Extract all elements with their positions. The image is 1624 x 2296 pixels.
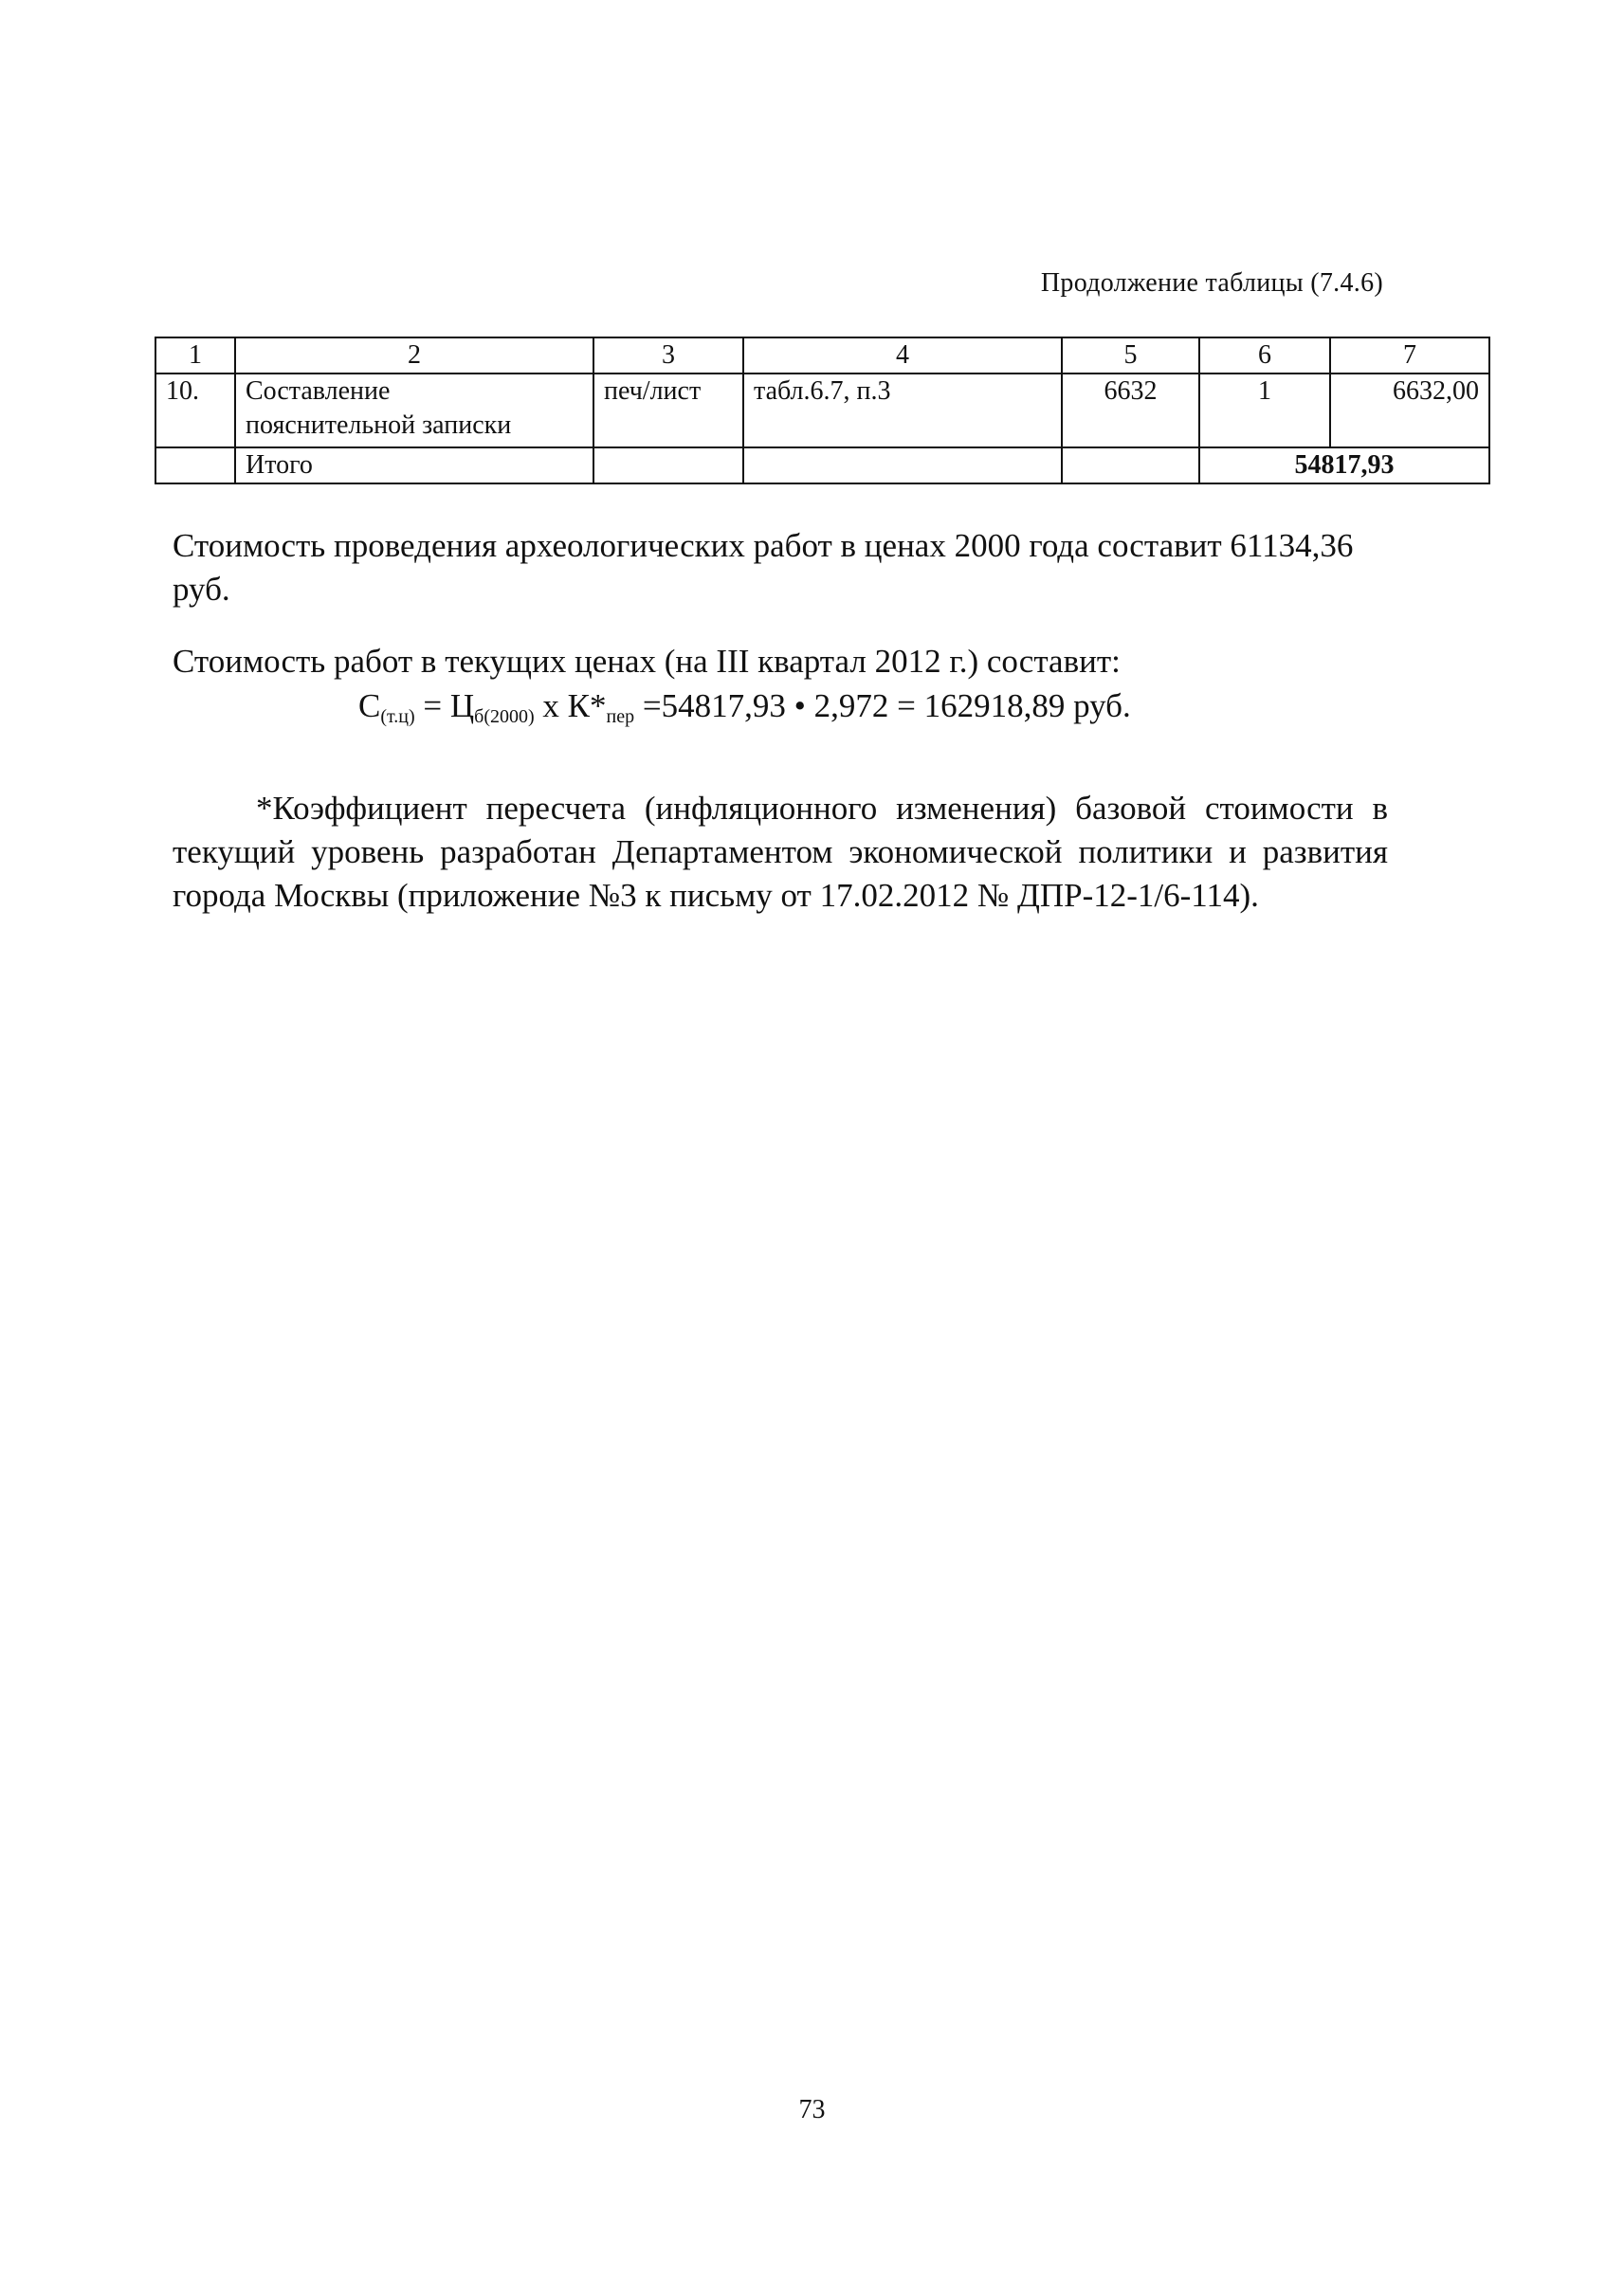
cost-table bbox=[155, 337, 1490, 484]
table-total-row bbox=[155, 447, 1489, 483]
total-label-cell: Итого bbox=[235, 447, 593, 483]
row-number-cell: 10. bbox=[155, 374, 235, 447]
formula-equals: = bbox=[414, 687, 450, 724]
table-header-cell: 4 bbox=[743, 337, 1062, 374]
table-header-cell: 5 bbox=[1062, 337, 1199, 374]
table-header-cell: 1 bbox=[155, 337, 235, 374]
row-reference-cell: табл.6.7, п.3 bbox=[743, 374, 1062, 447]
total-empty-cell bbox=[155, 447, 235, 483]
total-empty-cell bbox=[1062, 447, 1199, 483]
coefficient-footnote: *Коэффициент пересчета (инфляционного изменения) базовой стоимости в текущий уровень разработан Департаментом экономической политики и развития города Москвы (приложение №3 к письму от 17.02.2012 № ДПР-12-1/6-114). bbox=[173, 790, 1388, 914]
formula-c-subscript: (т.ц) bbox=[380, 706, 415, 727]
row-quantity-cell: 1 bbox=[1199, 374, 1330, 447]
table-caption: Продолжение таблицы (7.4.6) bbox=[1040, 268, 1383, 298]
page-number: 73 bbox=[798, 2095, 826, 2124]
formula-times: х bbox=[534, 687, 568, 724]
row-name-line-2: пояснительной записки bbox=[246, 410, 512, 440]
table-header-cell: 2 bbox=[235, 337, 593, 374]
table-header-cell: 3 bbox=[593, 337, 743, 374]
current-cost-paragraph: Стоимость работ в текущих ценах (на III квартал 2012 г.) составит: bbox=[173, 643, 1121, 680]
row-price-cell: 6632 bbox=[1062, 374, 1199, 447]
row-sum-cell: 6632,00 bbox=[1330, 374, 1489, 447]
total-empty-cell bbox=[743, 447, 1062, 483]
formula-coefficient-subscript: пер bbox=[606, 706, 635, 727]
formula-price: Ц bbox=[449, 687, 475, 724]
formula-price-subscript: б(2000) bbox=[474, 706, 535, 727]
row-name-line-1: Составление bbox=[246, 376, 391, 406]
total-value-cell: 54817,93 bbox=[1199, 447, 1489, 483]
total-empty-cell bbox=[593, 447, 743, 483]
row-name-cell bbox=[235, 374, 593, 447]
row-unit-cell: печ/лист bbox=[593, 374, 743, 447]
table-header-row bbox=[155, 337, 1489, 374]
table-row bbox=[155, 374, 1489, 447]
cost-formula bbox=[358, 684, 1131, 738]
formula-c: С bbox=[358, 687, 381, 724]
cost-2000-paragraph: Стоимость проведения археологических работ в ценах 2000 года составит 61134,36 руб. bbox=[173, 527, 1354, 608]
table-header-cell: 7 bbox=[1330, 337, 1489, 374]
formula-coefficient: К* bbox=[567, 687, 607, 724]
formula-result: =54817,93 • 2,972 = 162918,89 руб. bbox=[634, 687, 1131, 724]
table-header-cell: 6 bbox=[1199, 337, 1330, 374]
